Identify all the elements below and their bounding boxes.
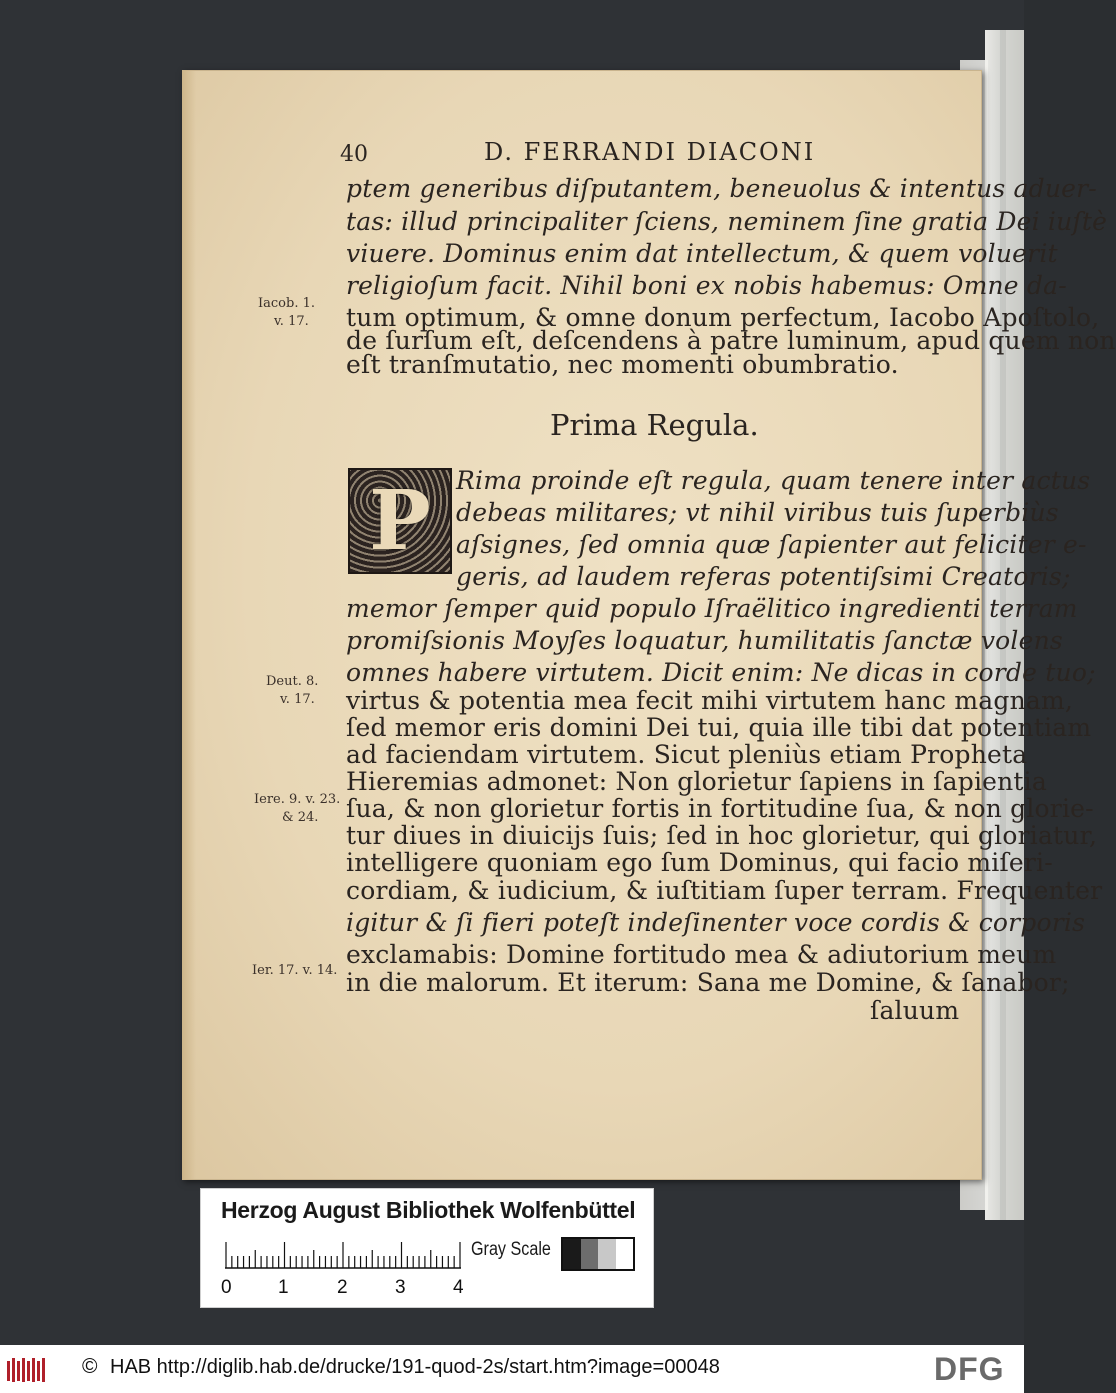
marginal-note: & 24. [282,810,319,825]
gray-patch [563,1239,581,1269]
text-line: promiſsionis Moyſes loquatur, humilitatis ſanctæ volens [346,626,1063,655]
text-line: ptem generibus diſputantem, beneuolus & intentus aduer- [346,174,1097,203]
text-line: ſua, & non glorietur fortis in fortitudine ſua, & non glorie- [346,794,1094,823]
library-name: Herzog August Bibliothek Wolfenbüttel [221,1197,636,1223]
scale-number: 0 [221,1277,232,1298]
scale-numbers [221,1277,481,1301]
scale-number: 2 [337,1277,348,1298]
text-line: de ſurſum eſt, deſcendens à patre luminum, apud quem non [346,326,1116,355]
text-line: igitur & ſi fieri poteſt indeſinenter voce cordis & corporis [346,908,1086,937]
text-line: debeas militares; vt nihil viribus tuis ſuperbiùs [456,498,1059,527]
marginal-note: Deut. 8. [266,674,319,689]
text-line: tum optimum, & omne donum perfectum, Iacobo Apoſtolo, [346,303,1100,332]
gray-patch [581,1239,599,1269]
marginal-note: v. 17. [280,692,315,707]
text-line: virtus & potentia mea fecit mihi virtutem hanc magnam, [346,686,1074,715]
scale-number: 4 [453,1277,464,1298]
text-line: eſt tranſmutatio, nec momenti obumbratio. [346,350,899,379]
text-line: in die malorum. Et iterum: Sana me Domine, & ſanabor; [346,968,1070,997]
text-line: ad faciendam virtutem. Sicut pleniùs etiam Propheta [346,740,1028,769]
hab-logo-icon [6,1355,46,1385]
footer-bar [0,1345,1024,1393]
text-line: aſsignes, ſed omnia quæ ſapienter aut feliciter e- [456,530,1087,559]
copyright-icon: © [82,1355,98,1378]
marginal-note: Ier. 17. v. 14. [252,963,338,978]
marginal-note: Iere. 9. v. 23. [254,792,341,807]
text-line: omnes habere virtutem. Dicit enim: Ne dicas in corde tuo; [346,658,1096,687]
text-line: ſed memor eris domini Dei tui, quia ille tibi dat potentiam [346,713,1092,742]
gray-scale-label: Gray Scale [471,1239,551,1260]
text-line: tas: illud principaliter ſciens, neminem ſine gratia Dei iuſtè [346,207,1108,236]
text-line: viuere. Dominus enim dat intellectum, & quem voluerit [346,239,1058,268]
text-line: Rima proinde eſt regula, quam tenere inter actus [456,466,1091,495]
text-line: geris, ad laudem referas potentiſsimi Creatoris; [456,562,1071,591]
gray-patch [598,1239,616,1269]
gray-patch [616,1239,634,1269]
scale-ruler [225,1241,465,1269]
color-calibration-card [200,1188,654,1308]
catchword: ſaluum [870,996,960,1025]
text-line: tur diues in diuicijs ſuis; ſed in hoc glorietur, qui gloriatur, [346,821,1098,850]
text-line: exclamabis: Domine fortitudo mea & adiutorium meum [346,940,1057,969]
text-line: intelligere quoniam ego ſum Dominus, qui facio miſeri- [346,848,1053,877]
decorated-initial [348,468,452,574]
section-title: Prima Regula. [550,408,759,442]
marginal-note: v. 17. [274,314,309,329]
text-line: memor ſemper quid populo Iſraëlitico ingredienti terram [346,594,1078,623]
book-page [182,70,1116,1180]
gray-scale-bar [561,1237,635,1271]
marginal-note: Iacob. 1. [258,296,315,311]
page-number: 40 [340,142,368,167]
source-url[interactable]: HAB http://diglib.hab.de/drucke/191-quod-2s/start.htm?image=00048 [110,1356,720,1378]
initial-letter: P [369,473,431,569]
scale-number: 3 [395,1277,406,1298]
text-line: cordiam, & iudicium, & iuſtitiam ſuper terram. Frequenter [346,876,1103,905]
running-title: D. FERRANDI DIACONI [484,138,816,166]
text-line: religioſum facit. Nihil boni ex nobis habemus: Omne da- [346,271,1067,300]
scale-number: 1 [278,1277,289,1298]
dfg-logo: DFG [934,1351,1005,1387]
text-line: Hieremias admonet: Non glorietur ſapiens in ſapientia [346,767,1047,796]
